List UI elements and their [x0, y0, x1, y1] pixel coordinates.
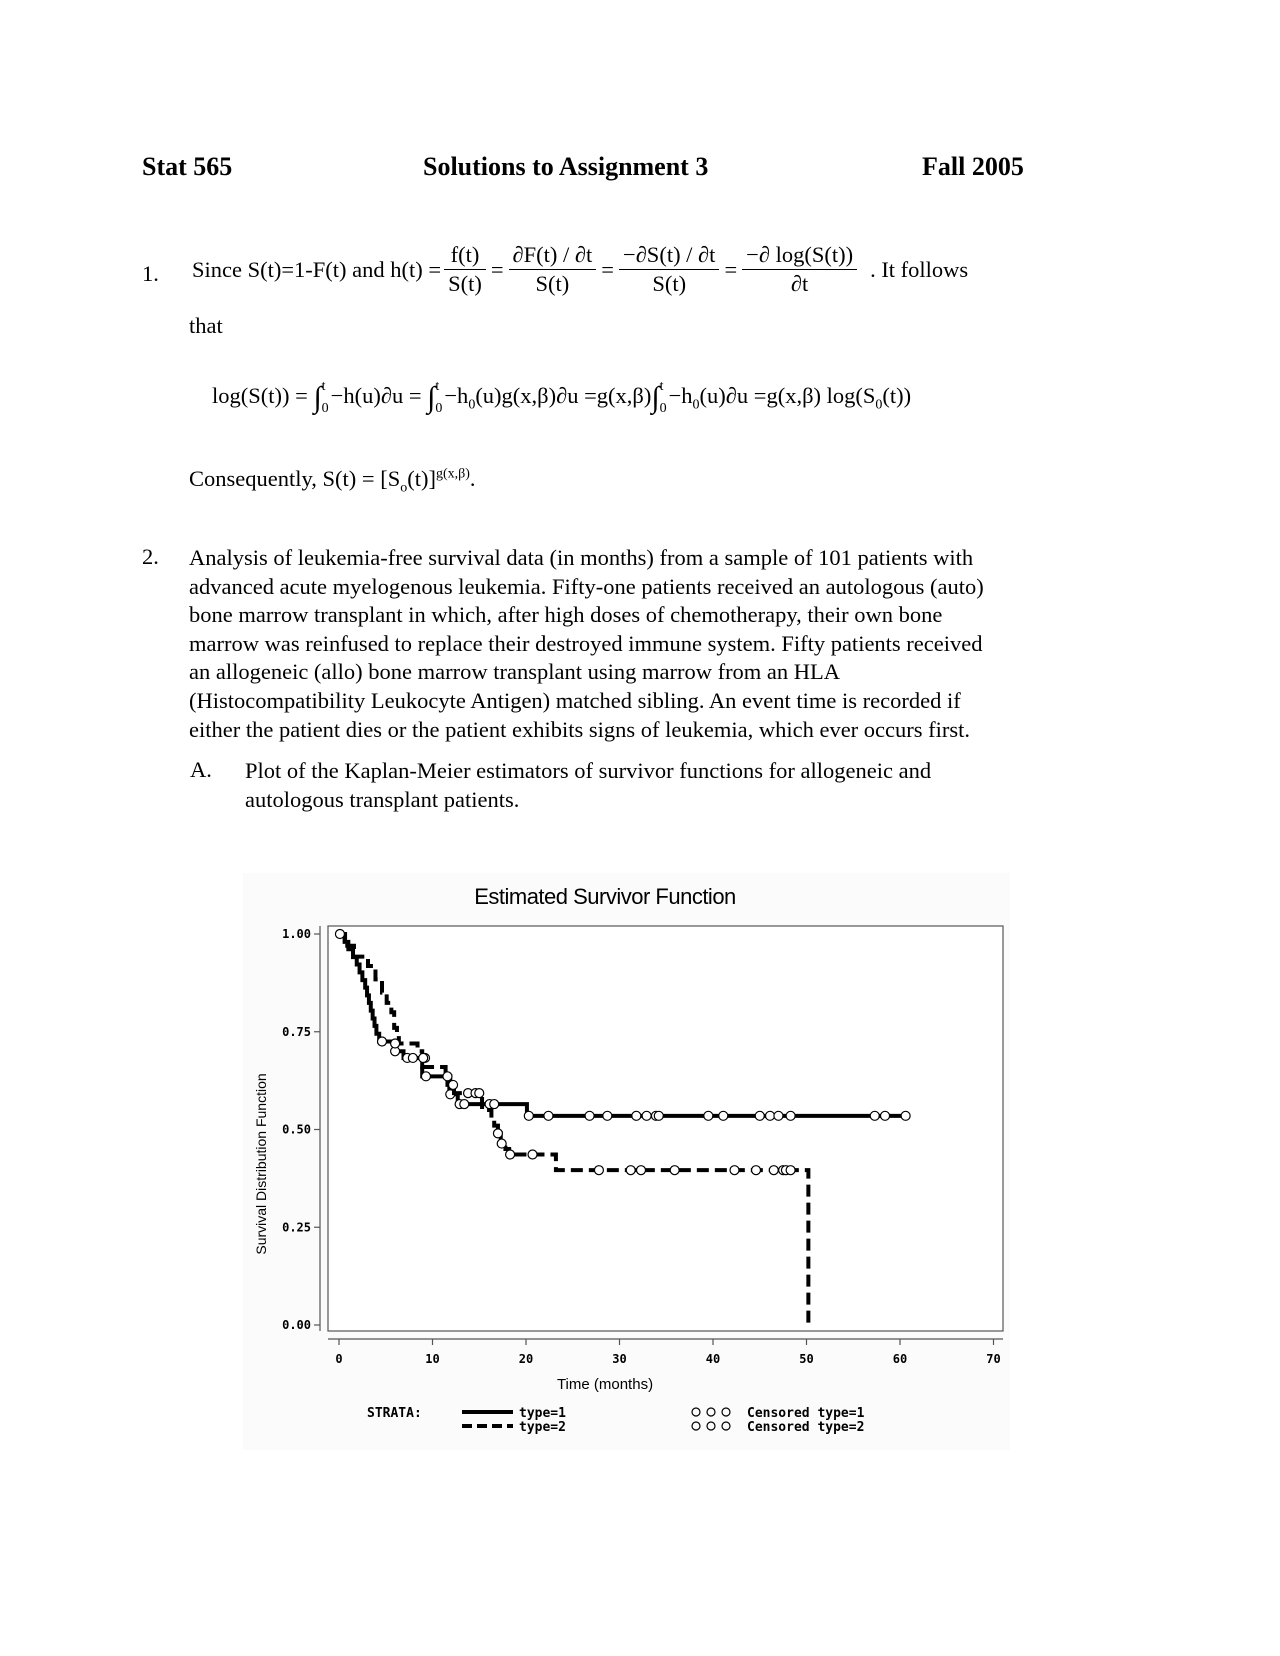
- x-tick-label: 30: [612, 1352, 627, 1366]
- censor-marker-type-2: [752, 1166, 761, 1175]
- y-axis-label: Survival Distribution Function: [253, 1073, 269, 1255]
- chart-title: Estimated Survivor Function: [474, 884, 736, 909]
- censor-marker-type-1: [408, 1053, 417, 1062]
- censor-marker-type-2: [626, 1166, 635, 1175]
- censor-marker-type-1: [719, 1111, 728, 1120]
- y-tick-label: 0.50: [282, 1122, 311, 1137]
- censor-marker-type-1: [755, 1111, 764, 1120]
- censor-marker-type-1: [704, 1111, 713, 1120]
- y-tick-label: 1.00: [282, 927, 311, 941]
- x-tick-label: 10: [425, 1352, 440, 1366]
- censor-marker-type-1: [786, 1111, 795, 1120]
- x-axis-label: Time (months): [556, 1376, 654, 1393]
- q1-hazard-formula: Since S(t)=1-F(t) and h(t) = $\frac{f(t)}{S(t)}$ = $\frac{\partial F(t) / \partial t}{S(t)}$ = $\frac{-\partial S(t) / \partial t}{S(t)}$ = $\frac{-\partial \log(S(t))}{\partial t}$ . It follows: [192, 242, 969, 296]
- censor-marker-type-2: [786, 1166, 795, 1175]
- fraction-1: $\frac{f(t)}{S(t)}$: [444, 242, 486, 297]
- censor-marker-type-1: [460, 1100, 469, 1109]
- y-tick-label: 0.00: [282, 1318, 311, 1332]
- censor-marker-type-2: [506, 1150, 515, 1159]
- censor-marker-type-2: [335, 930, 344, 939]
- censor-marker-type-2: [769, 1166, 778, 1175]
- censor-marker-type-2: [443, 1072, 452, 1081]
- censor-marker-type-1: [585, 1111, 594, 1120]
- fraction-3: $\frac{-\partial S(t) / \partial t}{S(t)}$: [619, 242, 719, 297]
- x-tick-label: 60: [892, 1352, 908, 1366]
- censor-marker-type-2: [475, 1089, 484, 1098]
- censor-marker-type-1: [603, 1111, 612, 1120]
- term-label: Fall 2005: [922, 152, 1024, 181]
- legend-censored-type1: Censored type=1: [747, 1406, 865, 1421]
- censor-marker-type-1: [378, 1037, 387, 1046]
- part-a-label: A.: [190, 757, 212, 782]
- censor-marker-type-2: [493, 1129, 502, 1138]
- censor-marker-type-1: [766, 1111, 775, 1120]
- y-tick-label: 0.25: [282, 1220, 311, 1235]
- km-survival-chart: [243, 873, 1010, 1450]
- legend-title: STRATA:: [367, 1406, 422, 1421]
- plot-frame: [328, 926, 1003, 1331]
- x-tick-label: 20: [518, 1352, 534, 1366]
- censor-marker-type-1: [642, 1111, 651, 1120]
- censor-marker-type-2: [730, 1166, 739, 1175]
- censor-marker-type-1: [524, 1111, 533, 1120]
- censor-marker-type-2: [449, 1080, 458, 1089]
- fraction-2: $\frac{\partial F(t) / \partial t}{S(t)}$: [509, 242, 597, 297]
- legend-entry-type1: type=1: [519, 1406, 566, 1421]
- censor-marker-type-2: [497, 1139, 506, 1148]
- part-a-text: Plot of the Kaplan-Meier estimators of survivor functions for allogeneic and autologous transplant patients.: [245, 758, 932, 812]
- x-tick-label: 70: [986, 1352, 1001, 1366]
- q1-intro: Since S(t)=1-F(t) and h(t) =: [192, 256, 442, 282]
- censor-marker-type-2: [419, 1053, 428, 1062]
- censor-marker-type-1: [774, 1111, 783, 1120]
- censor-marker-type-1: [544, 1111, 553, 1120]
- integral-equation: log(S(t)) = ∫ t 0 −h(u)∂u = ∫ t 0 $-h_0(u)g(x,\beta)\partial u =g(x,\beta)\int$ t 0 $-h_0(u)\partial u =g(x,\beta)$ $\log(S_0(t))$: [212, 379, 912, 416]
- censor-marker-type-2: [637, 1166, 646, 1175]
- page-title: Solutions to Assignment 3: [423, 152, 709, 181]
- legend-censored-type2: Censored type=2: [747, 1420, 865, 1435]
- censor-marker-type-2: [391, 1039, 400, 1048]
- censor-marker-type-1: [490, 1100, 499, 1109]
- fraction-4: $\frac{-\partial \log(S(t))}{\partial t}$: [742, 242, 857, 297]
- censor-marker-type-2: [528, 1150, 537, 1159]
- censor-marker-type-2: [670, 1166, 679, 1175]
- censor-marker-type-1: [654, 1111, 663, 1120]
- legend-entry-type2: type=2: [519, 1420, 566, 1435]
- censor-marker-type-1: [901, 1111, 910, 1120]
- course-label: Stat 565: [142, 152, 233, 181]
- x-tick-label: 40: [705, 1352, 721, 1366]
- censor-marker-type-2: [594, 1166, 603, 1175]
- censor-marker-type-1: [881, 1111, 890, 1120]
- q1-number: 1.: [142, 261, 159, 286]
- censor-marker-type-1: [632, 1111, 641, 1120]
- q2-number: 2.: [142, 544, 159, 569]
- consequently-line: Consequently, $S(t) = [S_o(t)]^{g(x,\beta)}$.: [189, 466, 476, 496]
- q1-that: that: [189, 313, 223, 338]
- q2-paragraph: Analysis of leukemia-free survival data (in months) from a sample of 101 patients with advanced acute myelogenous leukemia. Fifty-one patients received an autologous (auto) bone marrow transplant in which, after high doses of chemotherapy, their own bone marrow was reinfused to replace their destroyed immune system. Fifty patients received an allogeneic (allo) bone marrow transplant using marrow from an HLA (Histocompatibility Leukocyte Antigen) matched sibling. An event time is recorded if either the patient dies or the patient exhibits signs of leukemia, which ever occurs first.: [189, 545, 984, 742]
- y-tick-label: 0.75: [282, 1024, 311, 1039]
- x-tick-label: 0: [335, 1352, 343, 1366]
- x-tick-label: 50: [799, 1352, 814, 1366]
- q1-tail: . It follows: [870, 256, 969, 282]
- censor-marker-type-1: [421, 1072, 430, 1081]
- censor-marker-type-1: [870, 1111, 879, 1120]
